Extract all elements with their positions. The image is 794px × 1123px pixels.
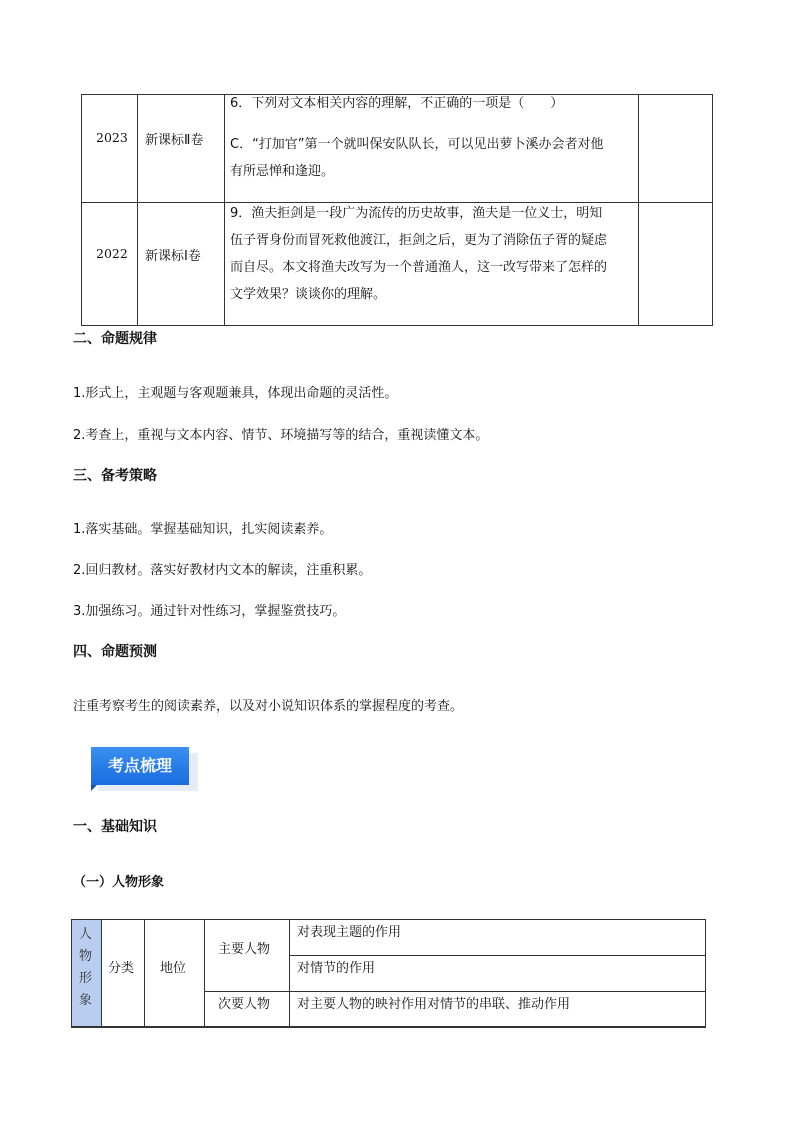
badge-corner — [91, 785, 97, 791]
question-line: 6．下列对文本相关内容的理解，不正确的一项是（ ） — [230, 96, 564, 111]
year-cell: 2022 — [96, 246, 128, 261]
paragraph: 2.回归教材。落实好教材内文本的解读，注重积累。 — [73, 563, 372, 578]
exam-table — [81, 94, 713, 326]
question-line: 有所忌惮和逢迎。 — [230, 164, 335, 179]
paragraph: 1.形式上，主观题与客观题兼具，体现出命题的灵活性。 — [73, 386, 398, 401]
side-char: 物 — [79, 949, 93, 964]
side-char: 形 — [79, 971, 93, 986]
minor-character-cell: 次要人物 — [218, 997, 271, 1012]
question-line: 伍子胥身份而冒死救他渡江，拒剑之后，更为了消除伍子胥的疑虑 — [230, 233, 608, 248]
character-table — [71, 919, 706, 1028]
role-cell: 对表现主题的作用 — [297, 925, 402, 940]
paper-cell: 新课标Ⅰ卷 — [145, 249, 201, 264]
section-heading: 三、备考策略 — [73, 468, 157, 484]
role-cell: 对主要人物的映衬作用对情节的串联、推动作用 — [297, 997, 571, 1012]
question-line: C．“打加官”第一个就叫保安队队长，可以见出萝卜溪办会者对他 — [230, 137, 604, 152]
year-cell: 2023 — [96, 130, 128, 145]
paragraph: 注重考察考生的阅读素养，以及对小说知识体系的掌握程度的考查。 — [73, 699, 464, 714]
section-heading: 二、命题规律 — [73, 331, 157, 347]
question-line: 9．渔夫拒剑是一段广为流传的历史故事，渔夫是一位义士，明知 — [230, 206, 603, 221]
question-line: 而自尽。本文将渔夫改写为一个普通渔人，这一改写带来了怎样的 — [230, 260, 608, 275]
paragraph: 3.加强练习。通过针对性练习，掌握鉴赏技巧。 — [73, 604, 346, 619]
question-line: 文学效果？谈谈你的理解。 — [230, 287, 387, 302]
side-char: 人 — [79, 927, 93, 942]
section-heading: 四、命题预测 — [73, 644, 157, 660]
side-char: 象 — [79, 993, 93, 1008]
paragraph: 2.考查上，重视与文本内容、情节、环境描写等的结合，重视读懂文本。 — [73, 428, 489, 443]
section-heading: 一、基础知识 — [73, 819, 157, 835]
position-cell: 地位 — [160, 961, 187, 976]
section-badge: 考点梳理 — [91, 747, 189, 785]
paper-cell: 新课标Ⅱ卷 — [145, 133, 204, 148]
paragraph: 1.落实基础。掌握基础知识，扎实阅读素养。 — [73, 522, 333, 537]
subsection-heading: （一）人物形象 — [73, 875, 165, 890]
role-cell: 对情节的作用 — [297, 961, 376, 976]
category-cell: 分类 — [108, 961, 135, 976]
main-character-cell: 主要人物 — [218, 942, 271, 957]
